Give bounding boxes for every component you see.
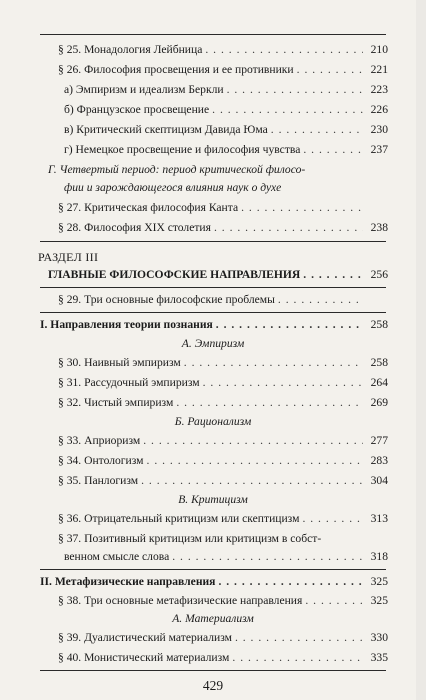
toc-entry-page: 223 xyxy=(370,83,388,96)
leader-dots xyxy=(303,268,363,282)
leader-dots xyxy=(232,651,363,665)
toc-entry-title: а) Эмпиризм и идеализм Беркли xyxy=(64,83,224,96)
leader-dots xyxy=(176,396,363,410)
leader-dots xyxy=(143,434,363,448)
toc-entry-page: 258 xyxy=(370,318,388,331)
toc-entry-page: 258 xyxy=(370,356,388,369)
toc-entry[interactable] xyxy=(58,376,388,390)
leader-dots xyxy=(212,103,363,117)
toc-entry-title: § 36. Отрицательный критицизм или скептицизм xyxy=(58,512,300,525)
toc-entry-page: 238 xyxy=(370,221,388,234)
toc-entry-page: 230 xyxy=(370,123,388,136)
toc-entry-title: б) Французское просвещение xyxy=(64,103,210,116)
toc-part-heading[interactable] xyxy=(40,575,388,589)
toc-entry-page: 325 xyxy=(370,575,388,588)
toc-part-heading[interactable] xyxy=(40,318,388,332)
leader-dots xyxy=(184,356,363,370)
toc-entry-page: 256 xyxy=(370,268,388,281)
toc-entry-title: § 32. Чистый эмпиризм xyxy=(58,396,174,409)
toc-entry-page: 264 xyxy=(370,376,388,389)
toc-entry-page: 330 xyxy=(370,631,388,644)
toc-entry-page: 277 xyxy=(370,434,388,447)
leader-dots xyxy=(172,550,363,564)
subsection-heading: Б. Рационализм xyxy=(174,415,252,428)
leader-dots xyxy=(305,594,363,608)
toc-entry-title: § 33. Априоризм xyxy=(58,434,141,447)
toc-entry-page: 210 xyxy=(370,43,388,56)
period-heading: Г. Четвертый период: период критической филосо- xyxy=(48,163,306,176)
toc-entry-title: в) Критический скептицизм Давида Юма xyxy=(64,123,268,136)
toc-entry-title: I. Направления теории познания xyxy=(40,318,213,331)
toc-entry-page: 226 xyxy=(370,103,388,116)
subsection-heading: В. Критицизм xyxy=(178,493,248,506)
divider-rule xyxy=(40,569,386,570)
divider-rule xyxy=(40,287,386,288)
toc-entry-title: ГЛАВНЫЕ ФИЛОСОФСКИЕ НАПРАВЛЕНИЯ xyxy=(48,268,301,281)
toc-entry[interactable] xyxy=(58,293,388,307)
toc-entry[interactable] xyxy=(58,512,388,526)
leader-dots xyxy=(227,83,363,97)
toc-entry-title: § 38. Три основные метафизические направления xyxy=(58,594,303,607)
section-rule xyxy=(40,241,386,242)
toc-entry-page: 269 xyxy=(370,396,388,409)
leader-dots xyxy=(297,63,363,77)
page-edge-shade xyxy=(416,0,426,700)
toc-entry-page: 221 xyxy=(370,63,388,76)
toc-entry-title: § 29. Три основные философские проблемы xyxy=(58,293,275,306)
subsection-heading: А. Материализм xyxy=(172,612,254,625)
toc-entry-page: 313 xyxy=(370,512,388,525)
toc-entry-page: 325 xyxy=(370,594,388,607)
toc-entry[interactable] xyxy=(64,550,388,564)
toc-entry[interactable] xyxy=(58,434,388,448)
toc-entry[interactable] xyxy=(58,454,388,468)
leader-dots xyxy=(205,43,363,57)
leader-dots xyxy=(214,221,363,235)
toc-entry[interactable] xyxy=(58,63,388,77)
toc-entry-page: 237 xyxy=(370,143,388,156)
divider-rule xyxy=(40,312,386,313)
toc-entry[interactable] xyxy=(58,396,388,410)
bottom-rule xyxy=(40,670,386,671)
toc-entry[interactable] xyxy=(58,631,388,645)
toc-entry-page: 283 xyxy=(370,454,388,467)
toc-entry[interactable] xyxy=(64,123,388,137)
toc-entry-title: § 35. Панлогизм xyxy=(58,474,139,487)
toc-entry[interactable] xyxy=(64,143,388,157)
toc-entry[interactable] xyxy=(64,83,388,97)
toc-entry-page: 335 xyxy=(370,651,388,664)
toc-entry-title: § 27. Критическая философия Канта xyxy=(58,201,239,214)
leader-dots xyxy=(141,474,363,488)
leader-dots xyxy=(218,575,363,589)
toc-entry-title: § 34. Онтологизм xyxy=(58,454,144,467)
toc-entry-title: венном смысле слова xyxy=(64,550,170,563)
toc-entry[interactable] xyxy=(64,103,388,117)
leader-dots xyxy=(241,201,363,215)
toc-entry-title: § 25. Монадология Лейбница xyxy=(58,43,203,56)
toc-entry-title: § 39. Дуалистический материализм xyxy=(58,631,232,644)
toc-entry-page: 304 xyxy=(370,474,388,487)
leader-dots xyxy=(303,143,363,157)
toc-entry-title: § 40. Монистический материализм xyxy=(58,651,230,664)
toc-entry[interactable] xyxy=(58,43,388,57)
toc-entry-title: II. Метафизические направления xyxy=(40,575,216,588)
toc-entry[interactable] xyxy=(58,594,388,608)
leader-dots xyxy=(203,376,363,390)
toc-entry-title: § 26. Философия просвещения и ее противники xyxy=(58,63,294,76)
leader-dots xyxy=(271,123,363,137)
subsection-heading: А. Эмпиризм xyxy=(181,337,245,350)
toc-entry-title: § 31. Рассудочный эмпиризм xyxy=(58,376,200,389)
toc-entry[interactable] xyxy=(58,221,388,235)
leader-dots xyxy=(278,293,363,307)
toc-entry-title: § 30. Наивный эмпиризм xyxy=(58,356,181,369)
toc-entry-title: § 28. Философия XIX столетия xyxy=(58,221,211,234)
page-number: 429 xyxy=(202,678,224,693)
leader-dots xyxy=(147,454,363,468)
toc-entry[interactable] xyxy=(58,201,388,215)
leader-dots xyxy=(235,631,363,645)
toc-entry-title: г) Немецкое просвещение и философия чувства xyxy=(64,143,301,156)
section-title: РАЗДЕЛ III xyxy=(38,250,99,264)
toc-entry-line1[interactable]: § 37. Позитивный критицизм или критицизм в собст- xyxy=(58,532,322,545)
toc-entry[interactable] xyxy=(58,474,388,488)
toc-entry-page: 318 xyxy=(370,550,388,563)
leader-dots xyxy=(216,318,363,332)
period-heading-cont: фии и зарождающегося влияния наук о духе xyxy=(64,181,282,194)
top-rule xyxy=(40,34,386,35)
toc-entry[interactable] xyxy=(58,651,388,665)
toc-entry-major[interactable] xyxy=(48,268,388,282)
leader-dots xyxy=(302,512,363,526)
toc-entry[interactable] xyxy=(58,356,388,370)
